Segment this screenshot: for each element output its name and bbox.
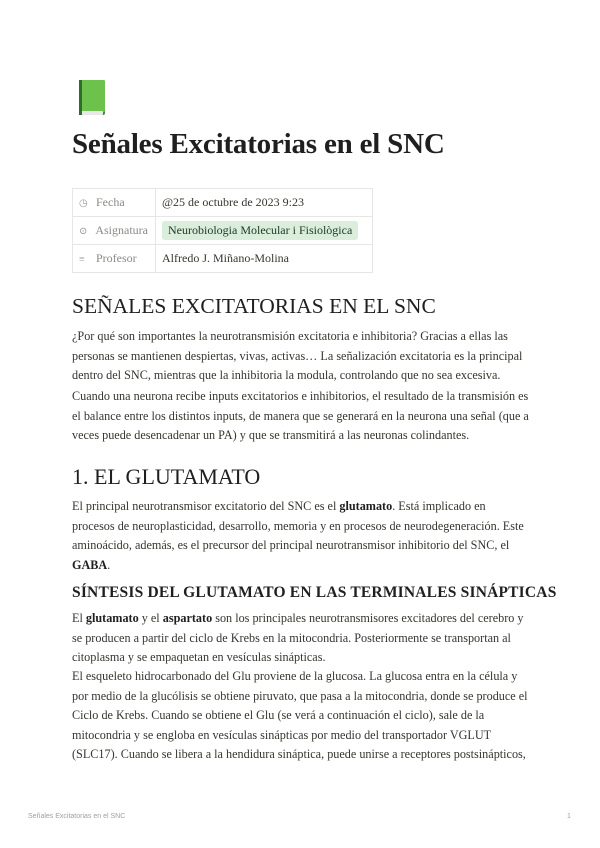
property-row-date — [73, 189, 373, 217]
property-key: Asignatura — [95, 223, 148, 237]
footer-page-number: 1 — [567, 813, 571, 820]
property-row-subject — [73, 217, 373, 245]
footer-title: Señales Excitatorias en el SNC — [28, 813, 126, 820]
paragraph: El glutamato y el aspartato son los principales neurotransmisores excitadores del cerebro y se producen a partir del ciclo de Krebs en la mitocondria. Posteriormente se transportan al citoplasma y se empaquetan en vesículas sinápticas. — [72, 611, 524, 664]
clock-icon: ◷ — [79, 197, 88, 209]
property-key: Fecha — [96, 195, 125, 209]
subject-tag[interactable]: Neurobiologia Molecular i Fisiològica — [162, 221, 358, 240]
property-row-professor — [73, 245, 373, 273]
select-icon: ⊙ — [79, 225, 88, 237]
page-title: Señales Excitatorias en el SNC — [72, 128, 445, 160]
green-book-icon — [72, 78, 112, 118]
subsection-heading-synthesis: SÍNTESIS DEL GLUTAMATO EN LAS TERMINALES SINÁPTICAS — [72, 584, 557, 601]
section-heading-excitatory: SEÑALES EXCITATORIAS EN EL SNC — [72, 294, 436, 318]
properties-table — [72, 188, 373, 273]
property-value-date[interactable]: @25 de octubre de 2023 9:23 — [156, 189, 373, 217]
paragraph: El principal neurotransmisor excitatorio del SNC es el glutamato. Está implicado en procesos de neuroplasticidad, desarrollo, memoria y en procesos de neurodegeneración. Este aminoácido, además, es el precursor del principal neurotransmisor inhibitorio del SNC, el GABA. — [72, 499, 524, 572]
property-value-professor[interactable]: Alfredo J. Miñano-Molina — [156, 245, 373, 273]
text-lines-icon: ≡ — [79, 253, 85, 265]
paragraph: El esqueleto hidrocarbonado del Glu proviene de la glucosa. La glucosa entra en la célula y por medio de la glucólisis se obtiene piruvato, que pasa a la mitocondria, donde se produce el Ciclo de Krebs. Cuando se obtiene el Glu (se verá a continuación el ciclo), sale de la mitocondria y se engloba en vesículas sinápticas por medio del transportador VGLUT (SLC17). Cuando se libera a la hendidura sináptica, puede unirse a receptores postsinápticos, — [72, 669, 528, 761]
property-key: Profesor — [96, 251, 137, 265]
paragraph: Cuando una neurona recibe inputs excitatorios e inhibitorios, el resultado de la transmisión es el balance entre los distintos inputs, de manera que se generará en la neurona una señal (que a veces puede desencadenar un PA) y que se transmitirá a las neuronas colindantes. — [72, 389, 529, 442]
paragraph: ¿Por qué son importantes la neurotransmisión excitatoria e inhibitoria? Gracias a ellas las personas se mantienen despiertas, vivas, activas… La señalización excitatoria es la principal dentro del SNC, mientras que la inhibitoria la modula, controlando que no sea excesiva. — [72, 329, 523, 382]
section-heading-glutamate: 1. EL GLUTAMATO — [72, 464, 261, 489]
